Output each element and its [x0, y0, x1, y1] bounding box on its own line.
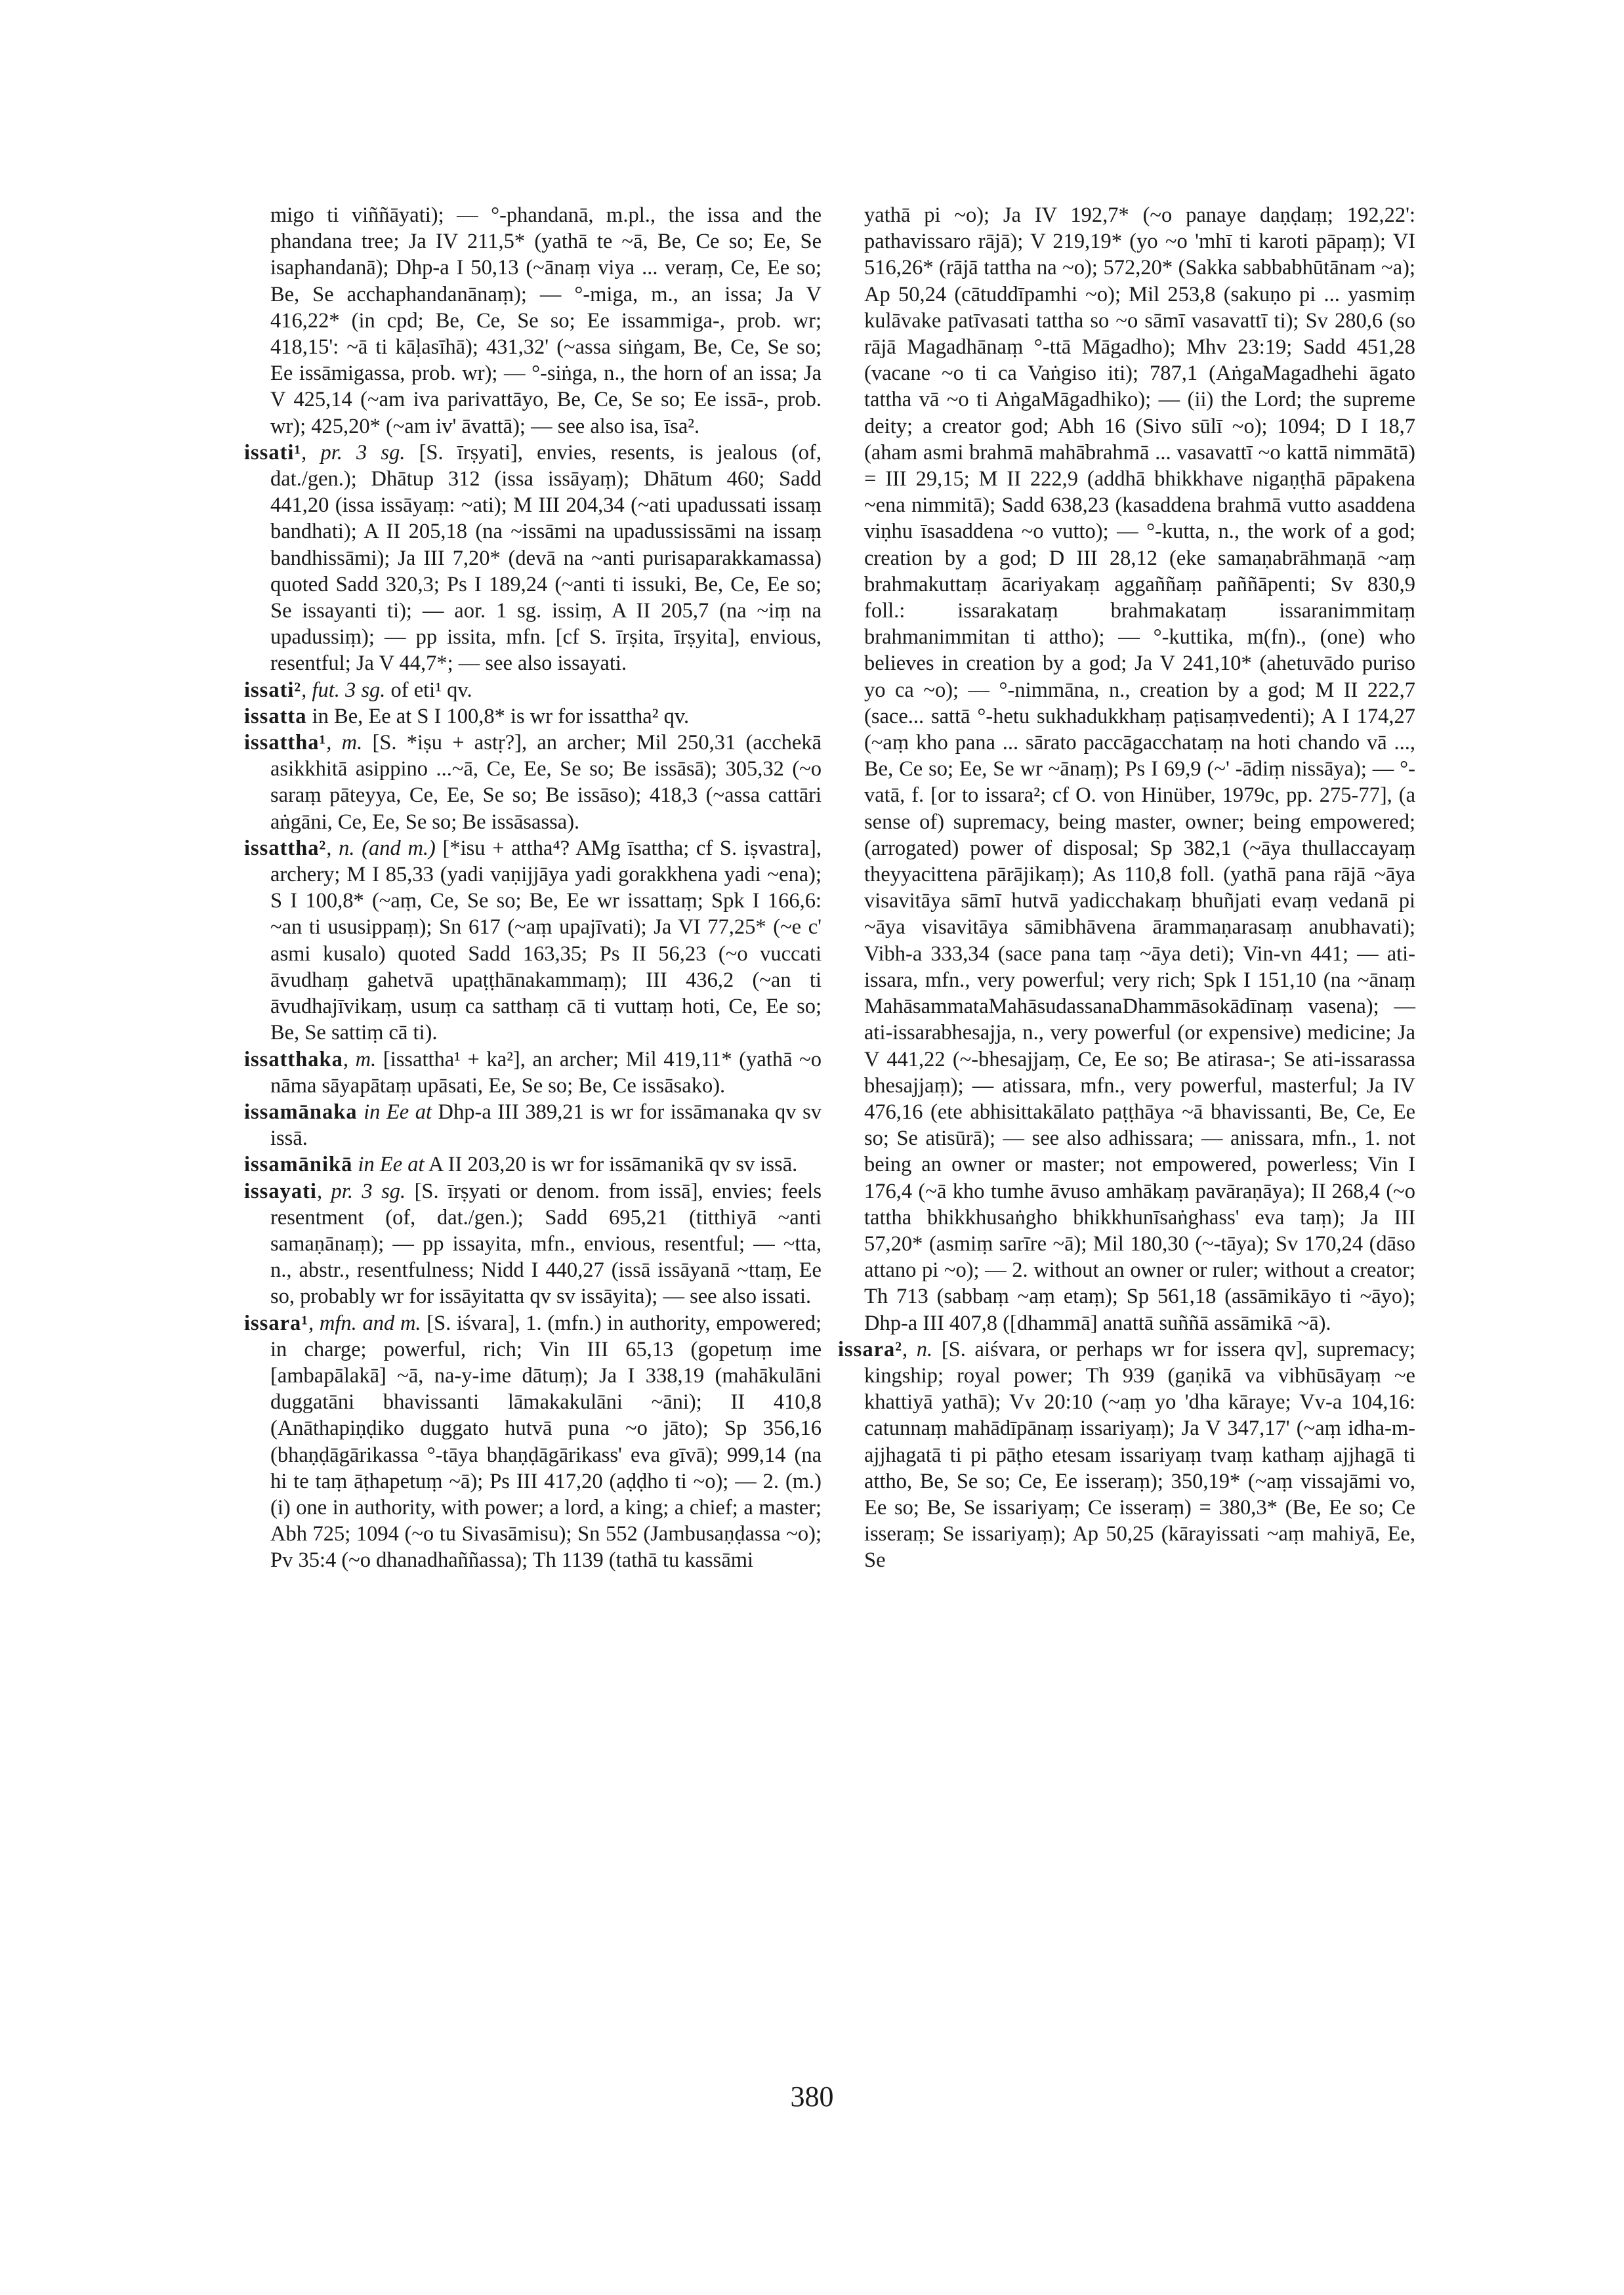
- headword: issatta: [244, 704, 307, 728]
- dictionary-entry: [244, 1099, 822, 1151]
- grammar-label: , pr. 3 sg.: [316, 1179, 406, 1203]
- entry-body: [*isu + attha⁴? AMg īsattha; cf S. iṣvastra], archery; M I 85,33 (yadi vaṇijjāya yadi gorakkhena yadi ~ena); S I 100,8* (~aṃ, Ce, Se so; Be, Ee wr issattaṃ; Spk I 166,6: ~an ti ususippaṃ); Sn 617 (~aṃ upajīvati); Ja VI 77,25* (~e c' asmi kusalo) quoted Sadd 163,35; Ps II 56,23 (~o vuccati āvudhaṃ gahetvā upaṭṭhānakammaṃ); III 436,2 (~an ti āvudhajīvikaṃ, usuṃ ca satthaṃ cā ti vuttaṃ hoti, Ce, Ee so; Be, Se sattiṃ cā ti).: [270, 836, 822, 1045]
- grammar-label: , fut. 3 sg.: [301, 678, 386, 702]
- dictionary-entry: [244, 677, 822, 703]
- page-number: 380: [790, 2080, 834, 2113]
- dictionary-entry: [244, 440, 822, 677]
- grammar-label: , n.: [902, 1337, 933, 1361]
- headword: issamānikā: [244, 1153, 353, 1177]
- headword: issati¹: [244, 440, 302, 465]
- entry-body: migo ti viññāyati); — °-phandanā, m.pl., the issa and the phandana tree; Ja IV 211,5* (yathā te ~ā, Be, Ce so; Ee, Se isaphandanā); Dhp-a I 50,13 (~ānaṃ viya ... veraṃ, Ce, Ee so; Be, Se acchaphandanānaṃ); — °-miga, m., an issa; Ja V 416,22* (in cpd; Be, Ce, Se so; Ee issammiga-, prob. wr; 418,15': ~ā ti kāḷasīhā); 431,32' (~assa siṅgam, Be, Ce, Se so; Ee issāmigassa, prob. wr); — °-siṅga, n., the horn of an issa; Ja V 425,14 (~am iva parivattāyo, Be, Ce, Se so; Ee issā-, prob. wr); 425,20* (~am iv' āvattā); — see also isa, īsa².: [270, 203, 822, 438]
- entry-body: [S. īrṣyati], envies, resents, is jealous (of, dat./gen.); Dhātup 312 (issa issāyaṃ); Dhātum 460; Sadd 441,20 (issa issāyaṃ: ~ati); M III 204,34 (~ati upadussati issaṃ bandhati); A II 205,18 (na ~issāmi na upadussissāmi na issaṃ bandhissāmi); Ja III 7,20* (devā na ~anti purisaparakkamassa) quoted Sadd 320,3; Ps I 189,24 (~anti ti issuki, Be, Ce, Ee so; Se issayanti ti); — aor. 1 sg. issiṃ, A II 205,7 (na ~iṃ na upadussiṃ); — pp issita, mfn. [cf S. īrṣita, īrṣyita], envious, resentful; Ja V 44,7*; — see also issayati.: [270, 440, 822, 676]
- grammar-label: in Ee at: [357, 1100, 432, 1124]
- entry-body: [S. iśvara], 1. (mfn.) in authority, empowered; in charge; powerful, rich; Vin III 65,13 (gopetuṃ ime [ambapālakā] ~ā, na-y-ime dātuṃ); Ja I 338,19 (mahākulāni duggatāni bhavissanti lāmakakulāni ~āni); II 410,8 (Anāthapiṇḍiko duggato hutvā puna ~o jāto); Sp 356,16 (bhaṇḍāgārikassa °-tāya bhaṇḍāgārikass' eva gīvā); 999,14 (na hi te taṃ āṭhapetuṃ ~ā); Ps III 417,20 (aḍḍho ti ~o); — 2. (m.) (i) one in authority, with power; a lord, a king; a chief; a master; Abh 725; 1094 (~o tu Sivasāmisu); Sn 552 (Jambusaṇḍassa ~o); Pv 35:4 (~o dhanadhaññassa); Th 1139 (tathā tu kassāmi: [270, 1311, 822, 1573]
- entry-body: in Be, Ee at S I 100,8* is wr for issattha² qv.: [306, 704, 690, 728]
- dictionary-entry: [244, 1046, 822, 1099]
- entry-body: A II 203,20 is wr for issāmanikā qv sv issā.: [424, 1153, 798, 1177]
- headword: issayati: [244, 1179, 317, 1203]
- dictionary-entry: [244, 703, 822, 730]
- headword: issattha¹: [244, 731, 327, 755]
- continued-entry: [838, 202, 1415, 1336]
- dictionary-entry: [244, 1151, 822, 1178]
- entry-body: yathā pi ~o); Ja IV 192,7* (~o panaye daṇḍaṃ; 192,22': pathavissaro rājā); V 219,19* (yo ~o 'mhī ti karoti pāpaṃ); VI 516,26* (rājā tattha na ~o); 572,20* (Sakka sabbabhūtānam ~a); Ap 50,24 (cātuddīpamhi ~o); Mil 253,8 (sakuṇo pi ... yasmiṃ kulāvake patīvasati tattha so ~o sāmī vasavattī ti); Sv 280,6 (so rājā Magadhānaṃ °-ttā Māgadho); Mhv 23:19; Sadd 451,28 (vacane ~o ti ca Vaṅgiso iti); 787,1 (AṅgaMagadhehi āgato tattha vā ~o ti AṅgaMāgadhiko); — (ii) the Lord; the supreme deity; a creator god; Abh 16 (Sivo sūlī ~o); 1094; D I 18,7 (aham asmi brahmā mahābrahmā ... vasavattī ~o kattā nimmātā) = III 29,15; M II 222,9 (addhā bhikkhave nigaṇṭhā pāpakena ~ena nimmitā); Sadd 638,23 (kasaddena brahmā vutto asaddena viṇhu īsasaddena ~o vutto); — °-kutta, n., the work of a god; creation by a god; D III 28,12 (eke samaṇabrāhmaṇā ~aṃ brahmakuttaṃ ācariyakaṃ aggaññaṃ paññāpenti; Sv 830,9 foll.: issarakataṃ brahmakataṃ issaranimmitaṃ brahmanimmitan ti attho); — °-kuttika, m(fn)., (one) who believes in creation by a god; Ja V 241,10* (ahetuvādo puriso yo ca ~o); — °-nimmāna, n., creation by a god; M II 222,7 (sace... sattā °-hetu sukhadukkhaṃ paṭisaṃvedenti); A I 174,27 (~aṃ kho pana ... sārato paccāgacchataṃ na hoti chando vā ..., Be, Ce so; Ee, Se wr ~ānaṃ); Ps I 69,9 (~' -ādiṃ nissāya); — °-vatā, f. [or to issara²; cf O. von Hinüber, 1979c, pp. 275-77], (a sense of) supremacy, being master, owner; being empowered; (arrogated) power of disposal; Sp 382,1 (~āya thullaccayaṃ theyyacittena pārājikaṃ); As 110,8 foll. (yathā pana rājā ~āya visavitāya sāmī hutvā yadicchakaṃ bhuñjati evaṃ vedanā pi ~āya visavitāya sāmibhāvena ārammaṇarasaṃ anubhavati); Vibh-a 333,34 (sace pana taṃ ~āya deti); Vin-vn 441; — ati-issara, mfn., very powerful; very rich; Spk I 151,10 (na ~ānaṃ MahāsammataMahāsudassanaDhammāsokādīnaṃ vasena); — ati-issarabhesajja, n., very powerful (or expensive) medicine; Ja V 441,22 (~-bhesajjaṃ, Ce, Ee so; Be atirasa-; Se ati-issarassa bhesajjaṃ); — atissara, mfn., very powerful, masterful; Ja IV 476,16 (ete abhisittakālato paṭṭhāya ~ā bhavissanti, Be, Ce, Ee so; Se atisūrā); — see also adhissara; — anissara, mfn., 1. not being an owner or master; not empowered, powerless; Vin I 176,4 (~ā kho tumhe āvuso amhākaṃ pavāraṇāya); II 268,4 (~o tattha bhikkhusaṅgho bhikkhunīsaṅghass' eva taṃ); Ja III 57,20* (asmiṃ sarīre ~ā); Mil 180,30 (~-tāya); Sv 170,24 (dāso attano pi ~o); — 2. without an owner or ruler; without a creator; Th 713 (sabbaṃ ~aṃ etaṃ); Sp 561,18 (assāmikāyo ti ~āyo); Dhp-a III 407,8 ([dhammā] anattā suññā assāmikā ~ā).: [864, 203, 1415, 1335]
- headword: issattha²: [244, 836, 327, 860]
- continued-entry: [244, 202, 822, 440]
- headword: issara¹: [244, 1311, 308, 1335]
- headword: issara²: [838, 1337, 902, 1361]
- dictionary-entry: [244, 1178, 822, 1310]
- grammar-label: , mfn. and m.: [308, 1311, 421, 1335]
- entry-body: [S. *iṣu + astṛ?], an archer; Mil 250,31 (acchekā asikkhitā asippino ...~ā, Ce, Ee, Se so; Be issāsā); 305,32 (~o saraṃ pāteyya, Ce, Ee, Se so; Be issāso); 418,3 (~assa cattāri aṅgāni, Ce, Ee, Se so; Be issāsassa).: [270, 731, 822, 834]
- headword: issati²: [244, 678, 302, 702]
- dictionary-entry: [838, 1336, 1415, 1574]
- entry-body: of eti¹ qv.: [385, 678, 472, 702]
- dictionary-entry: [244, 835, 822, 1046]
- entry-body: [S. īrṣyati or denom. from issā], envies; feels resentment (of, dat./gen.); Sadd 695,21 (titthiyā ~anti samaṇānaṃ); — pp issayita, mfn., envious, resentful; — ~tta, n., abstr., resentfulness; Nidd I 440,27 (issā issāyanā ~ttaṃ, Ee so, probably wr for issāyitatta qv sv issāyita); — see also issati.: [270, 1179, 822, 1309]
- entry-body: [S. aiśvara, or perhaps wr for issera qv], supremacy; kingship; royal power; Th 939 (gaṇikā va vibhūsāyaṃ ~e khattiyā yathā); Vv 20:10 (~aṃ yo 'dha kāraye; Vv-a 104,16: catunnaṃ mahādīpānaṃ issariyaṃ); Ja V 347,17' (~aṃ idha-m-ajjhagatā ti pi pāṭho etesam issariyaṃ tvaṃ kathaṃ ajjhagā ti attho, Be, Se so; Ce, Ee isseraṃ); 350,19* (~aṃ vissajāmi vo, Ee so; Be, Se issariyaṃ; Ce isseraṃ) = 380,3* (Be, Ee so; Ce isseraṃ; Se issariyaṃ); Ap 50,25 (kārayissati ~aṃ mahiyā, Ee, Se: [864, 1337, 1416, 1573]
- left-column: [244, 202, 822, 1574]
- headword: issatthaka: [244, 1047, 343, 1071]
- entry-body: [issattha¹ + ka²], an archer; Mil 419,11* (yathā ~o nāma sāyapātaṃ upāsati, Ee, Se so; Be, Ce issāsako).: [270, 1047, 822, 1098]
- right-column: [838, 202, 1415, 1574]
- entry-body: Dhp-a III 389,21 is wr for issāmanaka qv sv issā.: [270, 1100, 822, 1151]
- grammar-label: , pr. 3 sg.: [301, 440, 406, 465]
- dictionary-entry: [244, 730, 822, 835]
- grammar-label: , n. (and m.): [326, 836, 436, 860]
- grammar-label: , m.: [326, 731, 363, 755]
- dictionary-entry: [244, 1310, 822, 1574]
- headword: issamānaka: [244, 1100, 358, 1124]
- grammar-label: in Ee at: [352, 1153, 425, 1177]
- grammar-label: , m.: [343, 1047, 377, 1071]
